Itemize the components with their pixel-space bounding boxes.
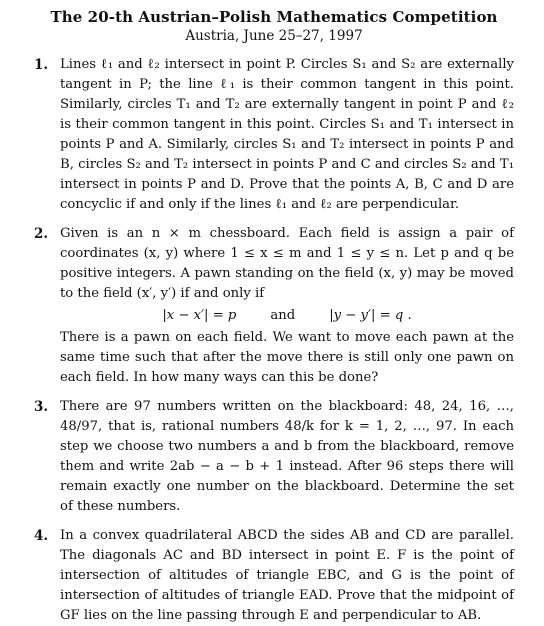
page-title: The 20-th Austrian–Polish Mathematics Competition: [50, 8, 498, 26]
problem-3: [34, 397, 514, 517]
problem-1: [34, 55, 514, 215]
equation-right: |y − y′| = q .: [329, 308, 412, 323]
display-equation: [60, 305, 514, 327]
problem-number: 3.: [34, 399, 49, 415]
problem-number: 4.: [34, 528, 49, 544]
problem-text-after: There is a pawn on each field. We want to move each pawn at the same time such that after the move there is still only one pawn on each field. In how many ways can this be done?: [60, 330, 514, 385]
problem-text-container: [60, 397, 514, 517]
equation-and: and: [270, 308, 296, 323]
problem-text-container: [60, 55, 514, 215]
problem-text-before: Given is an n × m chessboard. Each field is assign a pair of coordinates (x, y) where 1 ≤ x ≤ m and 1 ≤ y ≤ n. Let p and q be positive integers. A pawn standing on the field (x, y) may be moved to the field (x′, y′) if and only if: [60, 226, 514, 301]
problem-2: [34, 224, 514, 388]
page-subtitle: Austria, June 25–27, 1997: [185, 28, 363, 44]
problem-text: In a convex quadrilateral ABCD the sides AB and CD are parallel. The diagonals AC and BD intersect in point E. F is the point of intersection of altitudes of triangle EBC, and G is the point of intersection of altitudes of triangle EAD. Prove that the midpoint of GF lies on the line passing through E and perpendicular to AB.: [60, 528, 514, 623]
problem-number: 2.: [34, 226, 49, 242]
problem-text-container: [60, 526, 514, 626]
equation-left: |x − x′| = p: [162, 308, 237, 323]
problem-text-container: [60, 224, 514, 388]
problem-text: Lines ℓ₁ and ℓ₂ intersect in point P. Circles S₁ and S₂ are externally tangent in P; the line ℓ₁ is their common tangent in this point. Similarly, circles T₁ and T₂ are externally tangent in point P and ℓ₂ is their common tangent in this point. Circles S₁ and T₁ intersect in points P and A. Similarly, circles S₁ and T₂ intersect in points P and B, circles S₂ and T₂ intersect in points P and C and circles S₂ and T₁ intersect in points P and D. Prove that the points A, B, C and D are concyclic if and only if the lines ℓ₁ and ℓ₂ are perpendicular.: [60, 57, 514, 212]
problem-number: 1.: [34, 57, 49, 73]
problem-4: [34, 526, 514, 626]
problem-text: There are 97 numbers written on the blackboard: 48, 24, 16, …, 48/97, that is, rational numbers 48/k for k = 1, 2, …, 97. In each step we choose two numbers a and b from the blackboard, remove them and write 2ab − a − b + 1 instead. After 96 steps there will remain exactly one number on the blackboard. Determine the set of these numbers.: [60, 399, 514, 514]
